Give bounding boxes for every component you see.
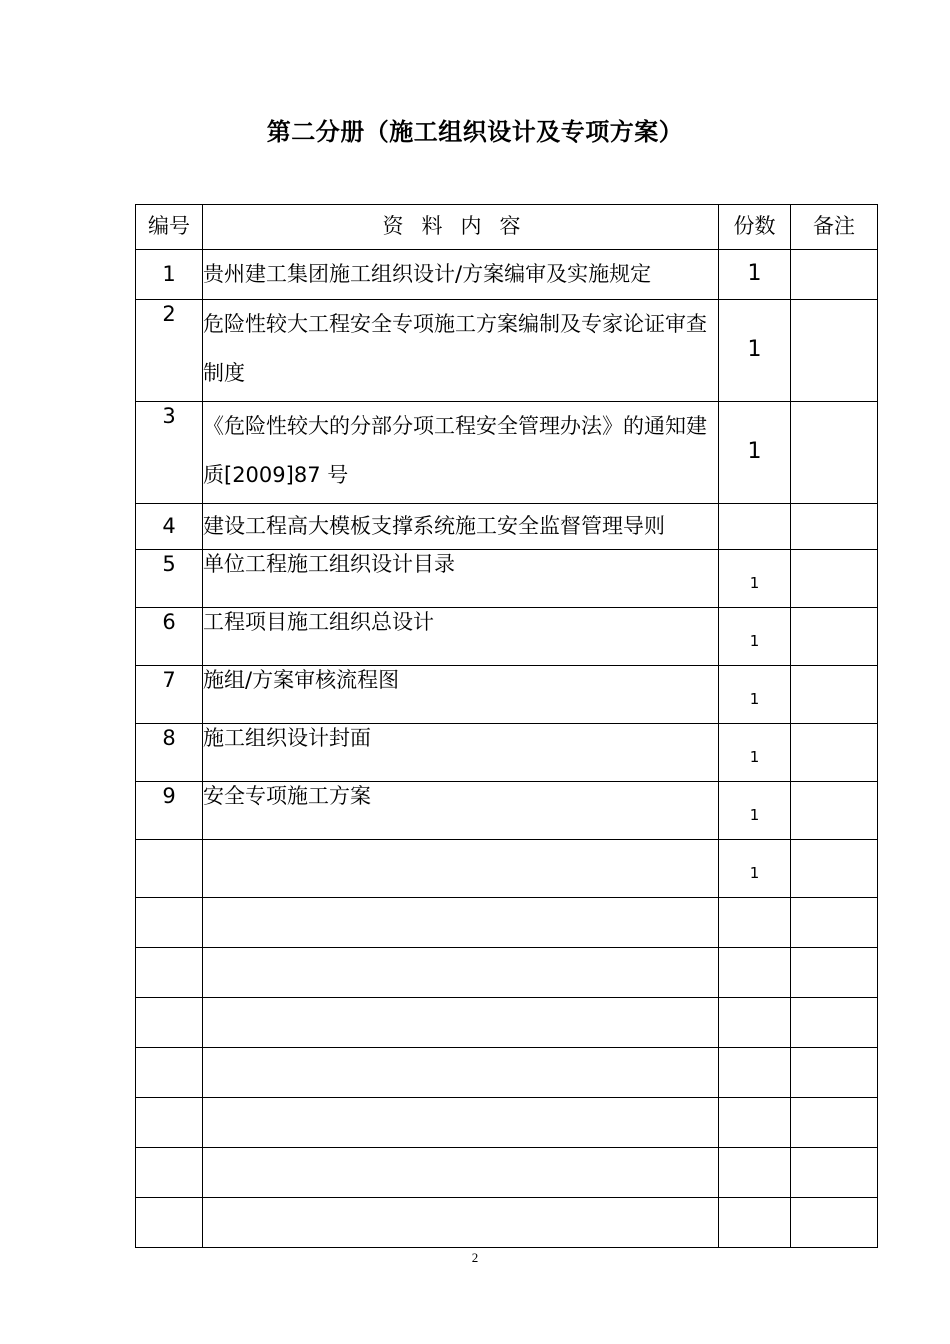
row-content: [203, 998, 719, 1048]
row-qty: 1: [719, 782, 791, 840]
row-qty: 1: [719, 724, 791, 782]
row-no: [136, 1198, 203, 1248]
row-content: 建设工程高大模板支撑系统施工安全监督管理导则: [203, 504, 719, 550]
row-note: [791, 666, 878, 724]
row-qty: 1: [719, 840, 791, 898]
row-qty: 1: [719, 402, 791, 504]
row-no: [136, 1048, 203, 1098]
row-no: 3: [136, 402, 203, 504]
header-content: 资料内容: [203, 205, 719, 250]
row-note: [791, 1148, 878, 1198]
row-content: 贵州建工集团施工组织设计/方案编审及实施规定: [203, 250, 719, 300]
row-no: 1: [136, 250, 203, 300]
row-qty: [719, 1198, 791, 1248]
row-note: [791, 300, 878, 402]
row-qty: [719, 898, 791, 948]
contents-table: [135, 204, 878, 1248]
row-qty: 1: [719, 608, 791, 666]
row-content: [203, 898, 719, 948]
table-row: [136, 1148, 878, 1198]
row-note: [791, 402, 878, 504]
table-row: [136, 666, 878, 724]
row-qty: [719, 998, 791, 1048]
row-content: 施组/方案审核流程图: [203, 666, 719, 724]
row-content: [203, 1198, 719, 1248]
row-no: 4: [136, 504, 203, 550]
table-header-row: [136, 205, 878, 250]
row-note: [791, 1048, 878, 1098]
header-note: 备注: [791, 205, 878, 250]
table-row: [136, 898, 878, 948]
table-row: [136, 724, 878, 782]
row-note: [791, 998, 878, 1048]
row-content: 安全专项施工方案: [203, 782, 719, 840]
row-note: [791, 1098, 878, 1148]
row-no: 8: [136, 724, 203, 782]
row-content: [203, 948, 719, 998]
row-note: [791, 840, 878, 898]
row-qty: [719, 1148, 791, 1198]
row-note: [791, 504, 878, 550]
row-content: 工程项目施工组织总设计: [203, 608, 719, 666]
row-no: [136, 1098, 203, 1148]
table-row: [136, 782, 878, 840]
row-content: [203, 1098, 719, 1148]
row-content: [203, 840, 719, 898]
row-note: [791, 898, 878, 948]
table-row: [136, 402, 878, 504]
table-row: [136, 1048, 878, 1098]
table-row: [136, 504, 878, 550]
row-qty: 1: [719, 666, 791, 724]
table-row: [136, 250, 878, 300]
row-no: [136, 1148, 203, 1198]
row-note: [791, 550, 878, 608]
row-no: 7: [136, 666, 203, 724]
row-content: [203, 1048, 719, 1098]
row-qty: [719, 504, 791, 550]
row-qty: [719, 948, 791, 998]
row-note: [791, 1198, 878, 1248]
header-qty: 份数: [719, 205, 791, 250]
table-row: [136, 1198, 878, 1248]
row-no: 5: [136, 550, 203, 608]
row-content: 《危险性较大的分部分项工程安全管理办法》的通知建质[2009]87 号: [203, 402, 719, 504]
row-no: 9: [136, 782, 203, 840]
row-qty: 1: [719, 550, 791, 608]
table-row: [136, 550, 878, 608]
row-qty: [719, 1048, 791, 1098]
row-no: 2: [136, 300, 203, 402]
table-row: [136, 608, 878, 666]
table-row: [136, 1098, 878, 1148]
row-note: [791, 782, 878, 840]
row-no: [136, 948, 203, 998]
table-row: [136, 948, 878, 998]
row-note: [791, 724, 878, 782]
row-note: [791, 608, 878, 666]
page-title: 第二分册（施工组织设计及专项方案）: [266, 118, 684, 146]
row-note: [791, 250, 878, 300]
row-no: [136, 898, 203, 948]
row-note: [791, 948, 878, 998]
row-qty: [719, 1098, 791, 1148]
page-number: 2: [471, 1250, 479, 1265]
row-no: 6: [136, 608, 203, 666]
table-row: [136, 998, 878, 1048]
header-no: 编号: [136, 205, 203, 250]
table-row: [136, 840, 878, 898]
row-qty: 1: [719, 300, 791, 402]
row-content: 危险性较大工程安全专项施工方案编制及专家论证审查制度: [203, 300, 719, 402]
row-content: 施工组织设计封面: [203, 724, 719, 782]
row-content: [203, 1148, 719, 1198]
row-no: [136, 998, 203, 1048]
row-qty: 1: [719, 250, 791, 300]
row-no: [136, 840, 203, 898]
table-row: [136, 300, 878, 402]
row-content: 单位工程施工组织设计目录: [203, 550, 719, 608]
